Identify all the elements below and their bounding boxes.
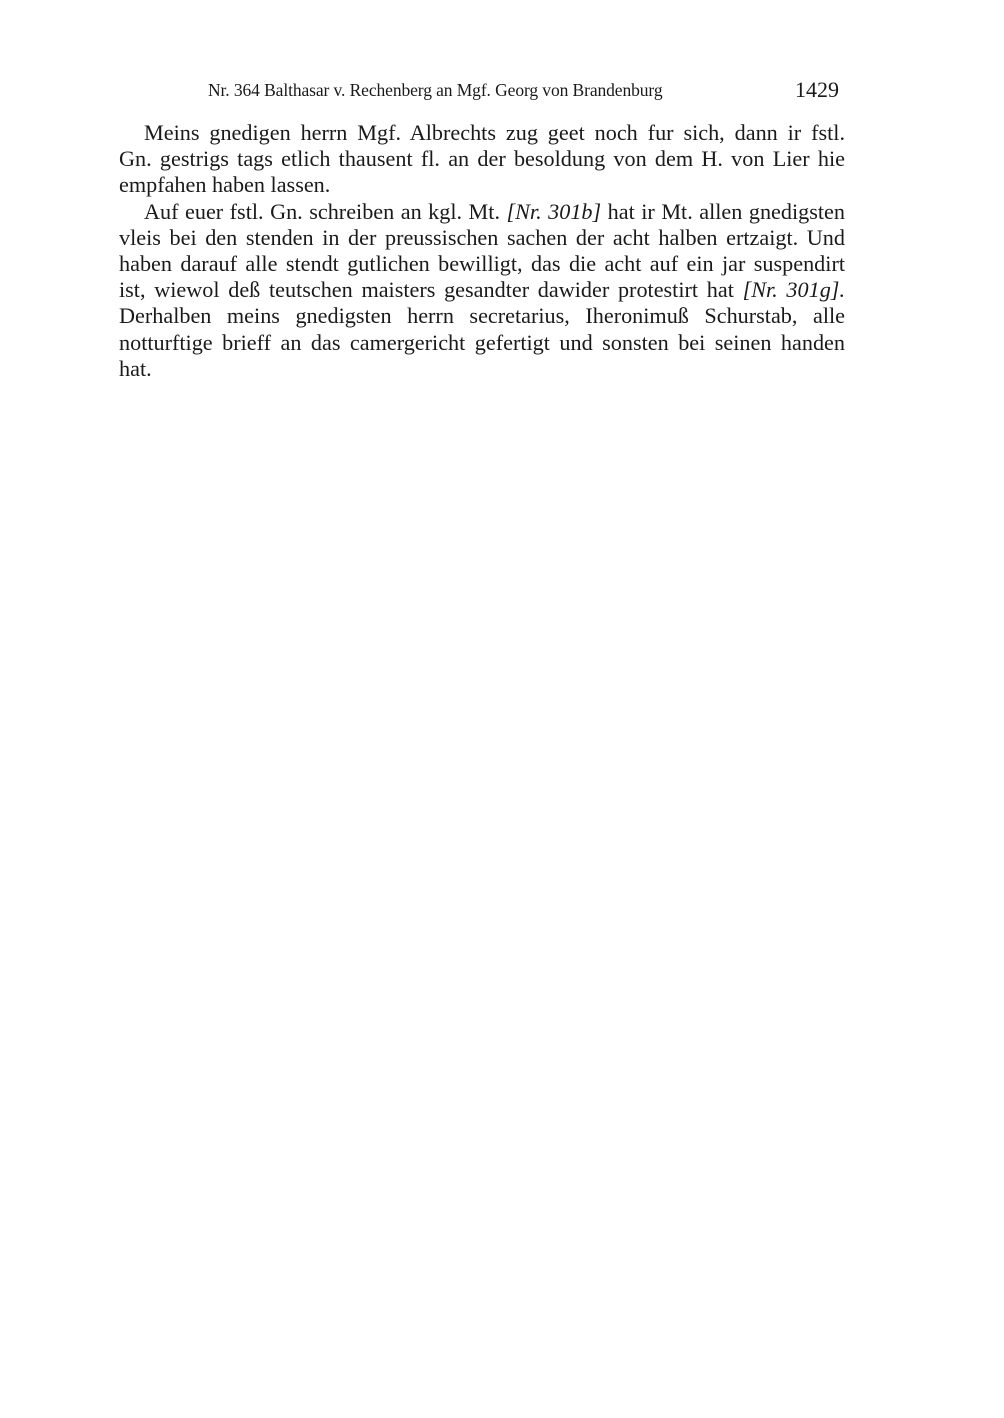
text-line: hat.	[119, 355, 152, 381]
text-segment: hat ir Mt. allen gnedigsten	[601, 198, 845, 224]
text-segment: ist, wiewol deß teutschen maisters gesandter dawider protestirt hat	[119, 277, 743, 303]
text-line: haben darauf alle stendt gutlichen bewilligt, das die acht auf ein jar suspendirt	[119, 251, 845, 277]
text-segment: Auf euer fstl. Gn. schreiben an kgl. Mt.	[144, 198, 507, 224]
page-number: 1429	[795, 77, 839, 102]
text-line: Meins gnedigen herrn Mgf. Albrechts zug geet noch fur sich, dann ir fstl.	[144, 120, 845, 145]
running-head-title: Nr. 364 Balthasar v. Rechenberg an Mgf. Georg von Brandenburg	[208, 80, 663, 100]
cross-reference: [Nr. 301b]	[506, 198, 602, 224]
paragraph-2	[94, 199, 845, 382]
text-line: notturftige brieff an das camergericht gefertigt und sonsten bei seinen handen	[119, 329, 845, 355]
cross-reference: [Nr. 301g].	[742, 277, 845, 303]
paragraph-1	[94, 120, 845, 199]
text-line-with-reference	[94, 199, 845, 225]
text-line: vleis bei den stenden in der preussischen sachen der acht halben ertzaigt. Und	[119, 224, 845, 250]
text-line: Gn. gestrigs tags etlich thausent fl. an der besoldung von dem H. von Lier hie	[119, 146, 845, 172]
text-line-with-reference	[94, 277, 845, 303]
text-line: empfahen haben lassen.	[119, 172, 331, 198]
body-text	[94, 120, 845, 382]
text-line: Derhalben meins gnedigsten herrn secretarius, Iheronimuß Schurstab, alle	[119, 303, 845, 329]
